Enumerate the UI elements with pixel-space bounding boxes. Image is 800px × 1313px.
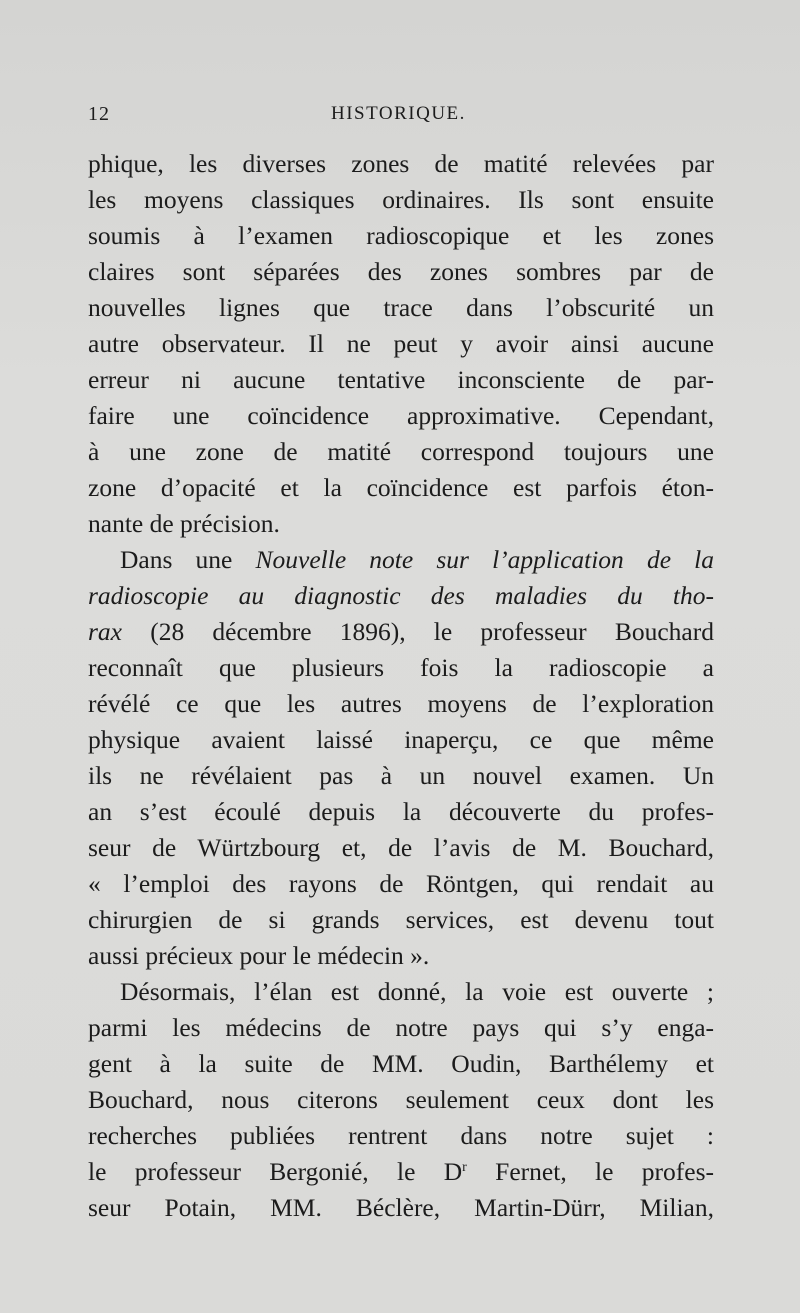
- text-line: faire une coïncidence approximative. Cependant,: [88, 401, 714, 430]
- text-line: gent à la suite de MM. Oudin, Barthélemy et: [88, 1049, 714, 1078]
- text-line: [88, 578, 714, 614]
- body-text: [88, 146, 714, 1226]
- text-line: Désormais, l’élan est donné, la voie est ouverte ;: [120, 977, 714, 1006]
- text-line: soumis à l’examen radioscopique et les zones: [88, 221, 714, 250]
- text-line: phique, les diverses zones de matité relevées par: [88, 149, 714, 178]
- text-line: physique avaient laissé inaperçu, ce que même: [88, 725, 714, 754]
- text-line: reconnaît que plusieurs fois la radioscopie a: [88, 653, 714, 682]
- text-line: à une zone de matité correspond toujours une: [88, 437, 714, 466]
- text-run: (28 décembre 1896), le professeur Bouchard: [122, 617, 714, 646]
- text-line: aussi précieux pour le médecin ».: [88, 941, 430, 970]
- text-line: autre observateur. Il ne peut y avoir ainsi aucune: [88, 329, 714, 358]
- italic-title: Nouvelle note sur l’application de la: [255, 545, 714, 574]
- text-line: nante de précision.: [88, 509, 280, 538]
- page-header: [88, 103, 720, 131]
- paragraph-3: [88, 974, 714, 1226]
- text-run: Dans une: [120, 545, 256, 574]
- running-head: HISTORIQUE.: [331, 103, 466, 124]
- text-line: Bouchard, nous citerons seulement ceux dont les: [88, 1085, 714, 1114]
- text-line: les moyens classiques ordinaires. Ils sont ensuite: [88, 185, 714, 214]
- superscript: r: [462, 1160, 467, 1175]
- text-line: an s’est écoulé depuis la découverte du profes-: [88, 797, 714, 826]
- text-line: [88, 1154, 714, 1190]
- text-line: seur de Würtzbourg et, de l’avis de M. Bouchard,: [88, 833, 714, 862]
- text-line: recherches publiées rentrent dans notre sujet :: [88, 1121, 714, 1150]
- italic-title: radioscopie au diagnostic des maladies du tho-: [88, 581, 714, 610]
- text-line: zone d’opacité et la coïncidence est parfois éton-: [88, 473, 714, 502]
- text-line: chirurgien de si grands services, est devenu tout: [88, 905, 714, 934]
- text-line: [88, 614, 714, 650]
- text-line: seur Potain, MM. Béclère, Martin-Dürr, Milian,: [88, 1193, 714, 1222]
- text-line: nouvelles lignes que trace dans l’obscurité un: [88, 293, 714, 322]
- text-line: [88, 542, 714, 578]
- text-line: ils ne révélaient pas à un nouvel examen. Un: [88, 761, 714, 790]
- text-line: parmi les médecins de notre pays qui s’y enga-: [88, 1013, 714, 1042]
- italic-title: rax: [88, 617, 122, 646]
- text-run: le professeur Bergonié, le D: [88, 1157, 463, 1186]
- paragraph-1: [88, 146, 714, 542]
- text-line: « l’emploi des rayons de Röntgen, qui rendait au: [88, 869, 714, 898]
- text-line: erreur ni aucune tentative inconsciente de par-: [88, 365, 714, 394]
- paragraph-2: [88, 542, 714, 974]
- text-line: claires sont séparées des zones sombres par de: [88, 257, 714, 286]
- page-number: 12: [88, 103, 110, 125]
- text-run: Fernet, le profes-: [466, 1157, 714, 1186]
- text-line: révélé ce que les autres moyens de l’exploration: [88, 689, 714, 718]
